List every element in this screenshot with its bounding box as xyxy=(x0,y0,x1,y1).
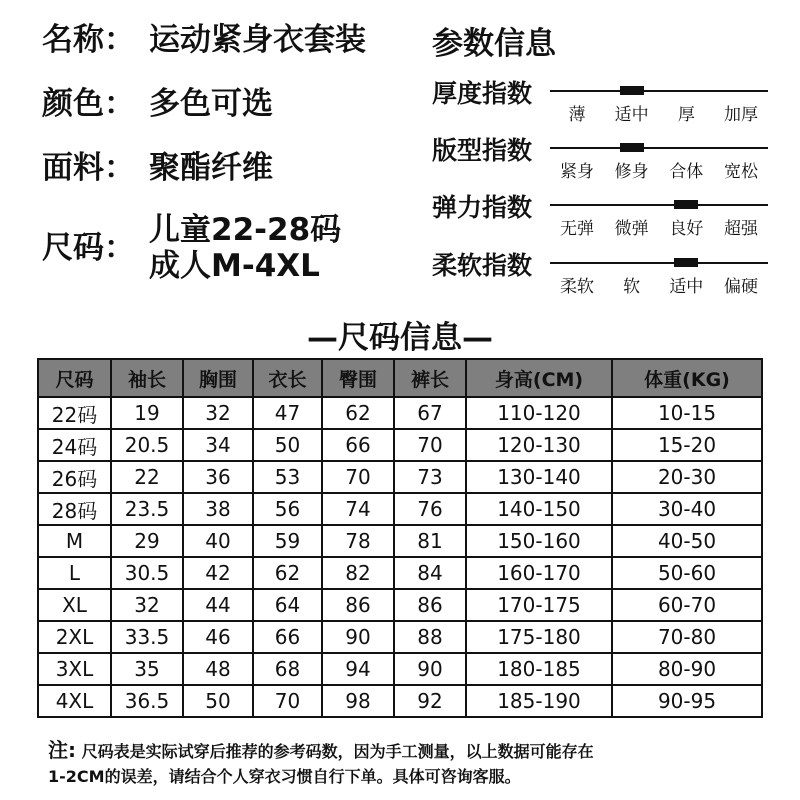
table-cell: 81 xyxy=(394,525,466,557)
table-cell: 35 xyxy=(111,653,183,685)
table-cell: 24码 xyxy=(38,429,111,461)
table-cell: 98 xyxy=(322,685,394,717)
table-cell: 22 xyxy=(111,461,183,493)
table-row xyxy=(38,429,762,461)
param-scale-line xyxy=(550,204,768,206)
table-cell: 130-140 xyxy=(466,461,612,493)
note-mark: 注: xyxy=(48,738,76,762)
fabric-label: 面料： xyxy=(42,150,135,186)
table-cell: 160-170 xyxy=(466,557,612,589)
table-cell: 22码 xyxy=(38,397,111,429)
note-line2: 1-2CM的误差，请结合个人穿衣习惯自行下单。具体可咨询客服。 xyxy=(48,767,521,786)
param-scale xyxy=(550,214,768,239)
table-cell: 2XL xyxy=(38,621,111,653)
color-value: 多色可选 xyxy=(149,86,273,122)
table-row xyxy=(38,461,762,493)
size-table-body xyxy=(38,397,762,717)
scale-option: 薄 xyxy=(568,105,586,125)
scale-option: 合体 xyxy=(669,162,704,182)
table-cell: 140-150 xyxy=(466,493,612,525)
table-cell: 86 xyxy=(322,589,394,621)
table-cell: 28码 xyxy=(38,493,111,525)
table-cell: 185-190 xyxy=(466,685,612,717)
table-cell: 74 xyxy=(322,493,394,525)
table-cell: 80-90 xyxy=(612,653,762,685)
size-table-title: —尺码信息— xyxy=(307,320,493,356)
table-cell: 29 xyxy=(111,525,183,557)
table-cell: 70-80 xyxy=(612,621,762,653)
scale-option: 厚 xyxy=(677,105,695,125)
table-cell: 40-50 xyxy=(612,525,762,557)
table-cell: 180-185 xyxy=(466,653,612,685)
table-cell: 73 xyxy=(394,461,466,493)
scale-option: 适中 xyxy=(614,105,649,125)
table-cell: 15-20 xyxy=(612,429,762,461)
table-cell: 94 xyxy=(322,653,394,685)
table-row xyxy=(38,685,762,717)
table-cell: 20-30 xyxy=(612,461,762,493)
info-size-row xyxy=(42,212,341,284)
scale-option: 超强 xyxy=(723,219,758,239)
table-row xyxy=(38,493,762,525)
table-cell: 3XL xyxy=(38,653,111,685)
table-row xyxy=(38,397,762,429)
table-cell: 120-130 xyxy=(466,429,612,461)
note xyxy=(48,738,768,789)
table-cell: 90 xyxy=(322,621,394,653)
scale-option: 宽松 xyxy=(723,162,758,182)
fabric-value: 聚酯纤维 xyxy=(149,150,273,186)
table-cell: 86 xyxy=(394,589,466,621)
table-cell: 66 xyxy=(322,429,394,461)
table-cell: 38 xyxy=(183,493,253,525)
table-cell: 82 xyxy=(322,557,394,589)
table-cell: 34 xyxy=(183,429,253,461)
table-cell: 32 xyxy=(183,397,253,429)
table-cell: 44 xyxy=(183,589,253,621)
scale-option: 加厚 xyxy=(723,105,758,125)
scale-option: 修身 xyxy=(614,162,649,182)
table-cell: 62 xyxy=(253,557,322,589)
table-cell: 20.5 xyxy=(111,429,183,461)
param-fit xyxy=(432,131,768,181)
name-label: 名称： xyxy=(42,22,135,58)
param-thickness xyxy=(432,74,768,124)
table-cell: 50 xyxy=(183,685,253,717)
table-cell: 19 xyxy=(111,397,183,429)
table-cell: 36 xyxy=(183,461,253,493)
table-cell: 59 xyxy=(253,525,322,557)
param-elasticity xyxy=(432,188,768,238)
size-value xyxy=(149,212,341,284)
table-cell: 30-40 xyxy=(612,493,762,525)
header-size: 尺码 xyxy=(38,359,111,397)
param-label: 弹力指数 xyxy=(432,193,533,222)
table-cell: 32 xyxy=(111,589,183,621)
param-scale xyxy=(550,157,768,182)
header-hip: 臀围 xyxy=(322,359,394,397)
info-fabric-row xyxy=(42,150,273,186)
table-cell: 150-160 xyxy=(466,525,612,557)
table-row xyxy=(38,589,762,621)
params-title: 参数信息 xyxy=(432,26,556,62)
size-table xyxy=(37,358,763,718)
param-scale-line xyxy=(550,90,768,92)
header-pants: 裤长 xyxy=(394,359,466,397)
table-cell: 50 xyxy=(253,429,322,461)
table-cell: 33.5 xyxy=(111,621,183,653)
param-marker xyxy=(674,200,698,209)
scale-option: 偏硬 xyxy=(723,277,758,297)
header-chest: 胸围 xyxy=(183,359,253,397)
param-scale-line xyxy=(550,147,768,149)
table-cell: 60-70 xyxy=(612,589,762,621)
table-cell: 90-95 xyxy=(612,685,762,717)
table-header-row xyxy=(38,359,762,397)
table-cell: 66 xyxy=(253,621,322,653)
param-marker xyxy=(620,86,644,95)
table-cell: 78 xyxy=(322,525,394,557)
color-label: 颜色： xyxy=(42,86,135,122)
scale-option: 紧身 xyxy=(560,162,594,182)
table-cell: 23.5 xyxy=(111,493,183,525)
table-cell: 92 xyxy=(394,685,466,717)
param-label: 厚度指数 xyxy=(432,79,533,108)
table-cell: 4XL xyxy=(38,685,111,717)
info-color-row xyxy=(42,86,273,122)
scale-option: 软 xyxy=(623,277,641,297)
param-label: 版型指数 xyxy=(432,136,533,165)
table-cell: 70 xyxy=(394,429,466,461)
table-cell: 88 xyxy=(394,621,466,653)
size-value-kids: 儿童22-28码 xyxy=(149,212,342,248)
table-row xyxy=(38,621,762,653)
table-cell: 26码 xyxy=(38,461,111,493)
header-sleeve: 袖长 xyxy=(111,359,183,397)
table-cell: 62 xyxy=(322,397,394,429)
table-cell: 76 xyxy=(394,493,466,525)
param-scale xyxy=(550,100,768,125)
table-cell: M xyxy=(38,525,111,557)
scale-option: 良好 xyxy=(669,219,704,239)
table-cell: 48 xyxy=(183,653,253,685)
note-line1: 尺码表是实际试穿后推荐的参考码数，因为手工测量，以上数据可能存在 xyxy=(81,742,594,761)
param-label: 柔软指数 xyxy=(432,251,533,280)
name-value: 运动紧身衣套装 xyxy=(149,22,366,58)
size-label: 尺码： xyxy=(42,230,135,266)
table-cell: XL xyxy=(38,589,111,621)
size-value-adults: 成人M-4XL xyxy=(149,248,320,284)
table-cell: 10-15 xyxy=(612,397,762,429)
table-cell: 84 xyxy=(394,557,466,589)
header-height: 身高(CM) xyxy=(466,359,612,397)
table-cell: 40 xyxy=(183,525,253,557)
table-cell: 53 xyxy=(253,461,322,493)
table-cell: 170-175 xyxy=(466,589,612,621)
param-softness xyxy=(432,246,768,296)
table-cell: 175-180 xyxy=(466,621,612,653)
info-name-row xyxy=(42,22,366,58)
param-scale xyxy=(550,272,768,297)
scale-option: 柔软 xyxy=(560,277,594,297)
table-cell: 46 xyxy=(183,621,253,653)
table-cell: 50-60 xyxy=(612,557,762,589)
table-row xyxy=(38,653,762,685)
scale-option: 适中 xyxy=(669,277,704,297)
table-cell: 67 xyxy=(394,397,466,429)
table-cell: 110-120 xyxy=(466,397,612,429)
table-row xyxy=(38,525,762,557)
table-cell: 70 xyxy=(322,461,394,493)
table-cell: 68 xyxy=(253,653,322,685)
scale-option: 微弹 xyxy=(614,219,649,239)
param-scale-line xyxy=(550,262,768,264)
table-cell: 42 xyxy=(183,557,253,589)
table-cell: 47 xyxy=(253,397,322,429)
table-cell: 30.5 xyxy=(111,557,183,589)
table-cell: 64 xyxy=(253,589,322,621)
table-cell: 90 xyxy=(394,653,466,685)
table-cell: L xyxy=(38,557,111,589)
table-cell: 70 xyxy=(253,685,322,717)
header-weight: 体重(KG) xyxy=(612,359,762,397)
table-cell: 56 xyxy=(253,493,322,525)
header-length: 衣长 xyxy=(253,359,322,397)
param-marker xyxy=(674,258,698,267)
table-row xyxy=(38,557,762,589)
param-marker xyxy=(620,143,644,152)
table-cell: 36.5 xyxy=(111,685,183,717)
scale-option: 无弹 xyxy=(560,219,594,239)
